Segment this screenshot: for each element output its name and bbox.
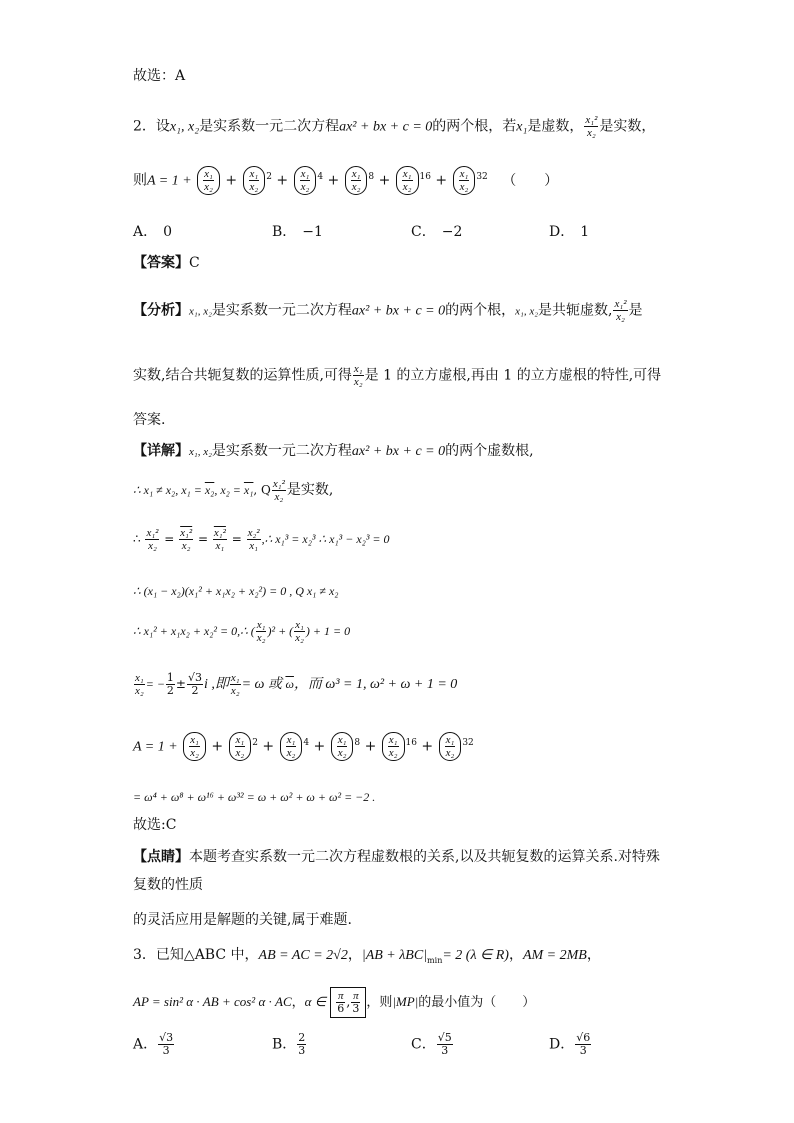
fraction-x1sq-over-x2: $\frac{\text{x₁²}}{\text{x₂}}$ [272,478,285,503]
option-label: A． [133,1036,158,1053]
exponent: 32 [476,171,488,182]
text: = ω 或 [241,677,286,692]
text: 本题考查实系数一元二次方程虚数根的关系,以及共轭复数的运算关系.对特殊 [189,849,660,865]
q3-option-c [411,1032,454,1057]
option-value: 0 [163,224,173,240]
option-num: 2 [298,1031,306,1044]
analysis-line-3: 答案. [133,412,166,428]
option-value: −1 [302,224,323,240]
text: 是实数, [286,482,334,498]
detail-line-1 [133,441,534,462]
fraction-x1sq-over-x2: $\frac{\text{x₁²}}{\text{x₂}}$ [614,298,627,323]
math-conjugate: x₁ [243,483,254,497]
q2-equation: ax² + bx + c = 0 [339,119,433,135]
text: i ,即 [204,677,229,692]
paren-term: $\frac{\text{x₁}}{\text{x₂}}$ [294,166,317,195]
conclusion-line: 故选:C [133,817,177,833]
q3-option-d [549,1032,592,1057]
interval-left-num: π [337,990,344,1002]
option-label: B． [272,224,297,240]
fraction-x1sq-over-x2: $\frac{\text{x₁²}}{\text{x₂}}$ [585,114,598,139]
option-label: B． [272,1036,297,1053]
comment-line-1 [133,847,660,867]
math: ± [175,677,186,691]
expression-prefix: A = 1 + [147,173,192,189]
detail-line-5: ∴ x₁² + x₁x₂ + x₂² = 0,∴ ( $\frac{\text{x₁}}{\text{x₂}}$ )² + ( $\frac{\text{x₁}}{\text{x₂}}$ ) + 1 = 0 [133,619,351,644]
q2-expression-A: 则A = 1 + $\frac{\text{x₁}}{\text{x₂}}$ + $\frac{\text{x₁}}{\text{x₂}}$ $^2$ + $\frac{\text{x₁}}{\text{x₂}}$ $^4$ + $\frac{\text{x₁}}{\text{x₂}}$ $^8$ + $\frac{\text{x₁}}{\text{x₂}}$ $^{16}$ + $\frac{\text{x₁}}{\text{x₂}}$ $^{32}$ （ ） [133,168,559,193]
text: ， [508,947,523,963]
q2-x1: x₁ [516,119,528,135]
option-num: √3 [159,1031,174,1044]
comment-tag: 【点睛】 [133,849,189,865]
option-c [411,222,462,242]
analysis-line-2 [133,363,661,388]
detail-line-8: = ω⁴ + ω⁸ + ω¹⁶ + ω³² = ω + ω² + ω + ω² = −2 . [133,790,376,804]
exponent: 2 [266,171,272,182]
text: 是实系数一元二次方程 [211,302,352,319]
option-label: C． [411,1036,436,1053]
math: ) + 1 = 0 [305,624,351,638]
math-conjugate: x₂ [204,483,215,497]
text: 的最小值为（ ） [418,995,536,1010]
exponent: 2 [252,737,258,748]
interval-left-den: 6 [337,1002,345,1015]
analysis-tag: 【分析】 [133,302,189,319]
option-label: D． [549,1036,575,1053]
paren-term: $\frac{\text{x₁}}{\text{x₂}}$ [243,166,266,195]
math-vector-norm: |MP| [392,994,419,1009]
math-roots: x₁, x₂ [189,446,212,458]
option-label: A． [133,224,158,240]
math: AB = AC = 2√2 [258,948,348,963]
text: ， [586,947,601,963]
q3-option-b [272,1032,307,1057]
math: )² + ( [267,624,294,638]
exponent: 32 [462,737,474,748]
text: 的两个根， [445,302,516,319]
math-conjugate: $\overline{\omega}$ [285,677,294,691]
comment-line-3: 的灵活应用是解题的关键,属于难题. [133,912,352,928]
option-den: 3 [579,1044,587,1057]
text: 已知△ABC 中， [155,947,259,963]
option-den: 3 [441,1044,449,1057]
option-b [272,222,323,242]
interval-right-den: 3 [352,1002,360,1015]
interval: $\frac{\pi}{6}$ , $\frac{\pi}{3}$ [330,987,366,1018]
exponent: 16 [405,737,417,748]
math-equation: ax² + bx + c = 0 [351,303,446,319]
paren-term: $\frac{\text{x₁}}{\text{x₂}}$ [453,166,476,195]
math-equation: ax² + bx + c = 0 [351,444,446,459]
exponent: 8 [354,737,361,748]
math: α ∈ [304,994,327,1009]
q3-number: 3． [133,947,156,963]
q3-line-2 [133,987,535,1018]
option-value: −2 [441,224,463,240]
detail-line-2 [133,478,333,503]
detail-tag: 【详解】 [133,443,189,459]
comment-line-2: 复数的性质 [133,877,203,893]
answer-blank: （ ） [502,172,559,189]
previous-answer-line: 故选：A [133,68,186,84]
math-subscript: min [427,955,443,965]
exponent: 4 [303,737,310,748]
exponent: 4 [317,171,324,182]
math: ∴ x₁ ≠ x₂, x₁ = [133,483,205,497]
detail-line-7: A = 1 + $\frac{\text{x₁}}{\text{x₂}}$ + $\frac{\text{x₁}}{\text{x₂}}$ $^2$ + $\frac{\text{x₁}}{\text{x₂}}$ $^4$ + $\frac{\text{x₁}}{\text{x₂}}$ $^8$ + $\frac{\text{x₁}}{\text{x₂}}$ $^{16}$ + $\frac{\text{x₁}}{\text{x₂}}$ $^{32}$ [133,734,474,759]
analysis-line-1 [133,298,643,323]
paren-term: $\frac{\text{x₁}}{\text{x₂}}$ [396,166,419,195]
detail-line-6: $\frac{\text{x₁}}{\text{x₂}}$ = − $\frac{1}{2}$ ± $\frac{√3}{2}$ i ,即 $\frac{\text{x₁}}{\text{x₂}}$ = ω 或 $\overline{\omega}$，而 ω³ = 1, ω² + ω + 1 = 0 [135,671,458,697]
q2-text-4: 是虚数， [527,118,584,135]
option-label: D． [549,224,575,240]
exponent: 8 [368,171,375,182]
text: 是实系数一元二次方程 [211,443,352,459]
option-label: C． [411,224,436,240]
option-num: √6 [576,1031,591,1044]
math: = − [145,677,165,691]
q3-option-a [133,1032,175,1057]
math: ∴ x₁² + x₁x₂ + x₂² = 0,∴ ( [133,624,255,638]
answer-value: C [189,255,200,271]
text: 是 [628,302,643,319]
math-roots: x₁, x₂ [189,305,212,318]
option-den: 3 [162,1044,170,1057]
answer-line [133,253,200,273]
math-vector-norm: |AB + λBC| [361,948,428,963]
q2-stem [133,114,655,139]
detail-line-4: ∴ (x₁ − x₂)(x₁² + x₁x₂ + x₂²) = 0 , Q x₁ ≠ x₂ [133,584,339,598]
option-value: 1 [580,224,590,240]
q2-number: 2． [133,118,156,135]
math: = 2 (λ ∈ R) [442,948,509,963]
option-den: 3 [298,1044,306,1057]
q3-line-1 [133,945,601,971]
text: 是共轭虚数, [538,302,613,319]
text: ， [347,947,362,963]
text: 实数,结合共轭复数的运算性质,可得 [133,367,352,384]
math-vector: AP = sin² α · AB + cos² α · AC [133,994,292,1009]
math: , Q [253,483,271,497]
q2-text: 设 [155,118,170,135]
q2-text-5: 是实数， [599,118,656,135]
text: 的两个虚数根, [445,443,534,459]
paren-term: $\frac{\text{x₁}}{\text{x₂}}$ [197,166,220,195]
math-vector: AM = 2MB [522,948,587,963]
option-d [549,222,589,242]
interval-right-num: π [353,990,359,1002]
fraction-x1-over-x2: $\frac{\text{x₁}}{\text{x₂}}$ [353,363,363,388]
option-a [133,222,172,242]
math: ,∴ x₁³ = x₂³ ∴ x₁³ − x₂³ = 0 [261,532,390,546]
detail-line-3: ∴ $\frac{\text{x₁²}}{\text{x₂}}$ = $\frac{\text{x₁²}}{\text{x₂}}$ = $\frac{\text{x₁²}}{\text{x₁}}$ = $\frac{\text{x₂²}}{\text{x₁}}$ ,∴ x₁³ = x₂³ ∴ x₁³ − x₂³ = 0 [133,527,390,552]
q2-text-3: 的两个根，若 [432,118,517,135]
text: ， [291,995,305,1010]
option-num: √5 [437,1031,452,1044]
q2-roots: x₁, x₂ [169,119,200,135]
math-roots: x₁, x₂ [515,305,539,318]
answer-tag: 【答案】 [133,255,189,271]
math: , x₂ = [214,483,244,497]
exponent: 16 [419,171,431,182]
text: 是 1 的立方虚根,再由 1 的立方虚根的特性,可得 [364,367,662,384]
q2-then-label: 则 [133,172,147,189]
text: ，则 [366,995,393,1010]
q2-text-2: 是实系数一元二次方程 [199,118,340,135]
paren-term: $\frac{\text{x₁}}{\text{x₂}}$ [345,166,368,195]
text: ，而 ω³ = 1, ω² + ω + 1 = 0 [293,677,458,692]
